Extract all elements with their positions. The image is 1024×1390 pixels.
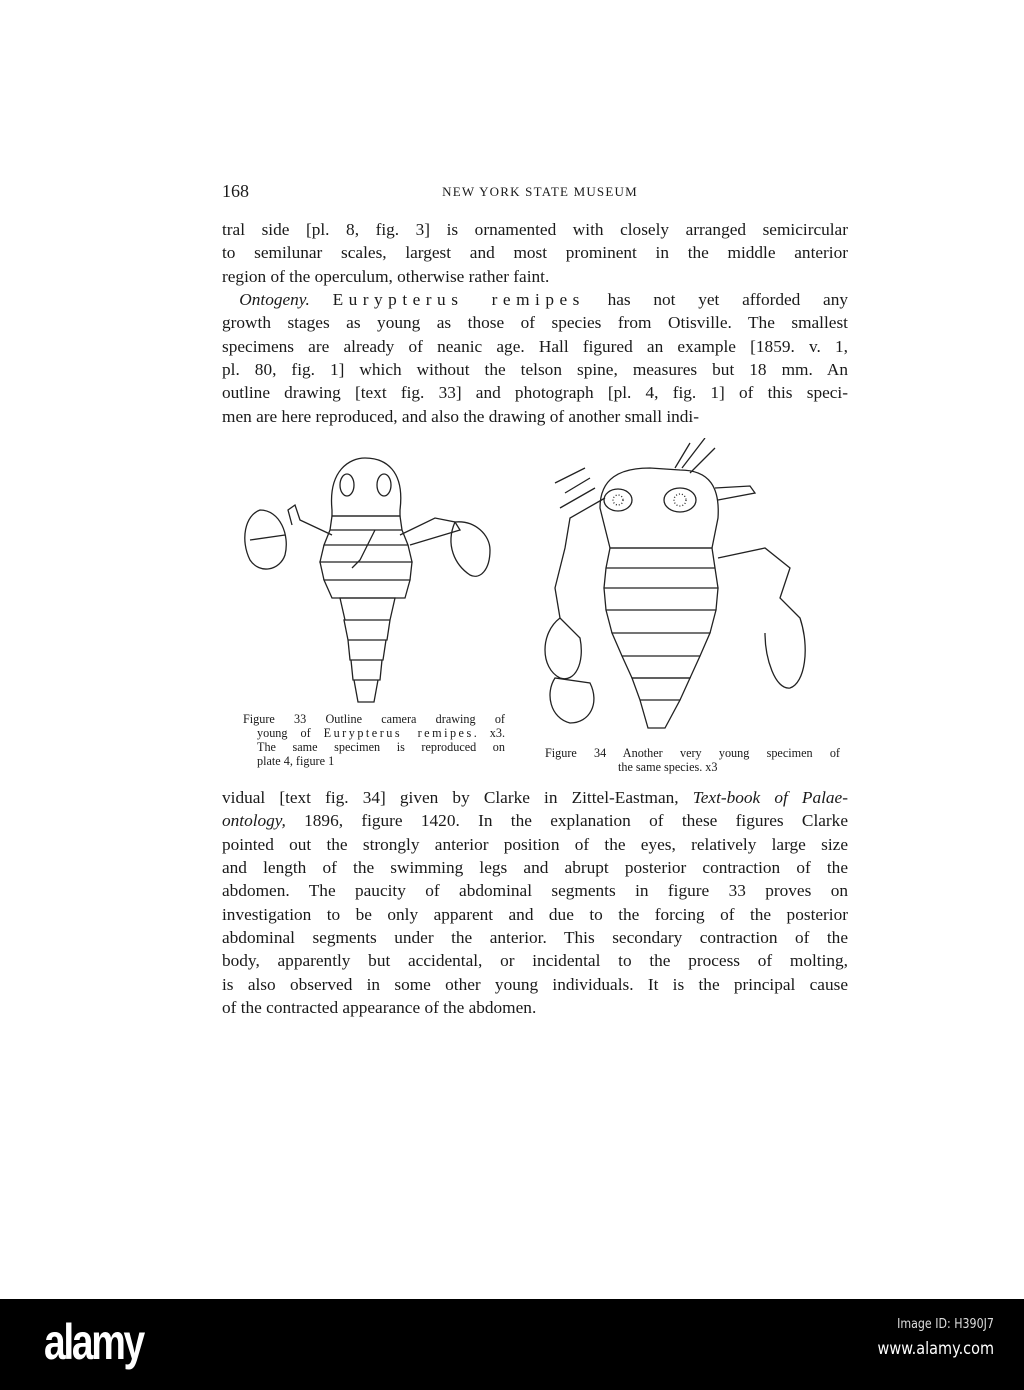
- text-run: Ontogeny.: [222, 290, 310, 309]
- page-number: 168: [222, 181, 249, 201]
- text-line: [222, 974, 848, 996]
- text-run: ontology,: [222, 811, 286, 831]
- text-line: [222, 997, 848, 1019]
- text-line: [222, 336, 848, 358]
- text-line: [222, 359, 848, 381]
- text-line: [222, 219, 848, 241]
- running-title: NEW YORK STATE MUSEUM: [442, 184, 638, 199]
- text-line: [222, 880, 848, 902]
- text-line: [222, 312, 848, 334]
- text-line: [222, 834, 848, 856]
- text-run: outline drawing [text fig. 33] and photograph [pl. 4, fig. 1] of this speci-: [222, 383, 848, 403]
- text-run: and length of the swimming legs and abrupt posterior contraction of the: [222, 858, 848, 878]
- text-run: growth stages as young as those of species from Otisville. The smallest: [222, 313, 848, 333]
- text-line: [222, 406, 848, 428]
- text-run: tral side [pl. 8, fig. 3] is ornamented with closely arranged semicircular: [222, 220, 848, 239]
- text-line: [222, 266, 848, 288]
- text-line: [222, 810, 848, 832]
- text-run: investigation to be only apparent and due to the forcing of the posterior: [222, 904, 848, 924]
- text-line: [222, 857, 848, 879]
- text-line: [222, 927, 848, 949]
- text-run: [310, 290, 333, 309]
- text-run: pointed out the strongly anterior position of the eyes, relatively large size: [222, 834, 848, 854]
- text-run: men are here reproduced, and also the drawing of another small indi-: [222, 406, 699, 426]
- text-run: is also observed in some other young individuals. It is the principal cause: [222, 974, 848, 994]
- figure-34-caption: Figure 34 Another very young specimen of the same species. x3: [545, 746, 840, 774]
- text-line: [222, 242, 848, 264]
- figure-33-caption: Figure 33 Outline camera drawing of young of Eurypterus remipes. x3. The same specimen is reproduced on plate 4, figure 1: [243, 712, 506, 768]
- text-run: vidual [text fig. 34] given by Clarke in Zittel-Eastman,: [222, 788, 693, 807]
- text-line: [222, 382, 848, 404]
- text-run: specimens are already of neanic age. Hall figured an example [1859. v. 1,: [222, 336, 848, 356]
- figure-34-drawing: [540, 438, 840, 748]
- text-line: [222, 950, 848, 972]
- text-run: body, apparently but accidental, or incidental to the process of molting,: [222, 951, 848, 971]
- figure-33-drawing: [240, 450, 520, 710]
- text-run: pl. 80, fig. 1] which without the telson spine, measures but 18 mm. An: [222, 360, 848, 380]
- text-run: has not yet afforded any: [584, 290, 848, 309]
- text-run: region of the operculum, otherwise rather faint.: [222, 266, 550, 286]
- text-line: [222, 289, 848, 311]
- watermark-banner: [0, 1299, 1024, 1390]
- website-link[interactable]: www.alamy.com: [877, 1339, 994, 1359]
- text-run: Text-book of Palae-: [692, 788, 848, 807]
- text-run: to semilunar scales, largest and most prominent in the middle anterior: [222, 243, 848, 263]
- text-line: [222, 904, 848, 926]
- text-run: abdominal segments under the anterior. This secondary contraction of the: [222, 928, 848, 948]
- alamy-logo: alamy: [44, 1314, 143, 1370]
- text-run: Eurypterus remipes: [332, 290, 585, 309]
- text-run: abdomen. The paucity of abdominal segments in figure 33 proves on: [222, 881, 848, 901]
- image-id: Image ID: H390J7: [897, 1317, 994, 1332]
- text-run: of the contracted appearance of the abdomen.: [222, 998, 537, 1018]
- text-run: 1896, figure 1420. In the explanation of these figures Clarke: [285, 811, 848, 831]
- text-line: [222, 787, 848, 809]
